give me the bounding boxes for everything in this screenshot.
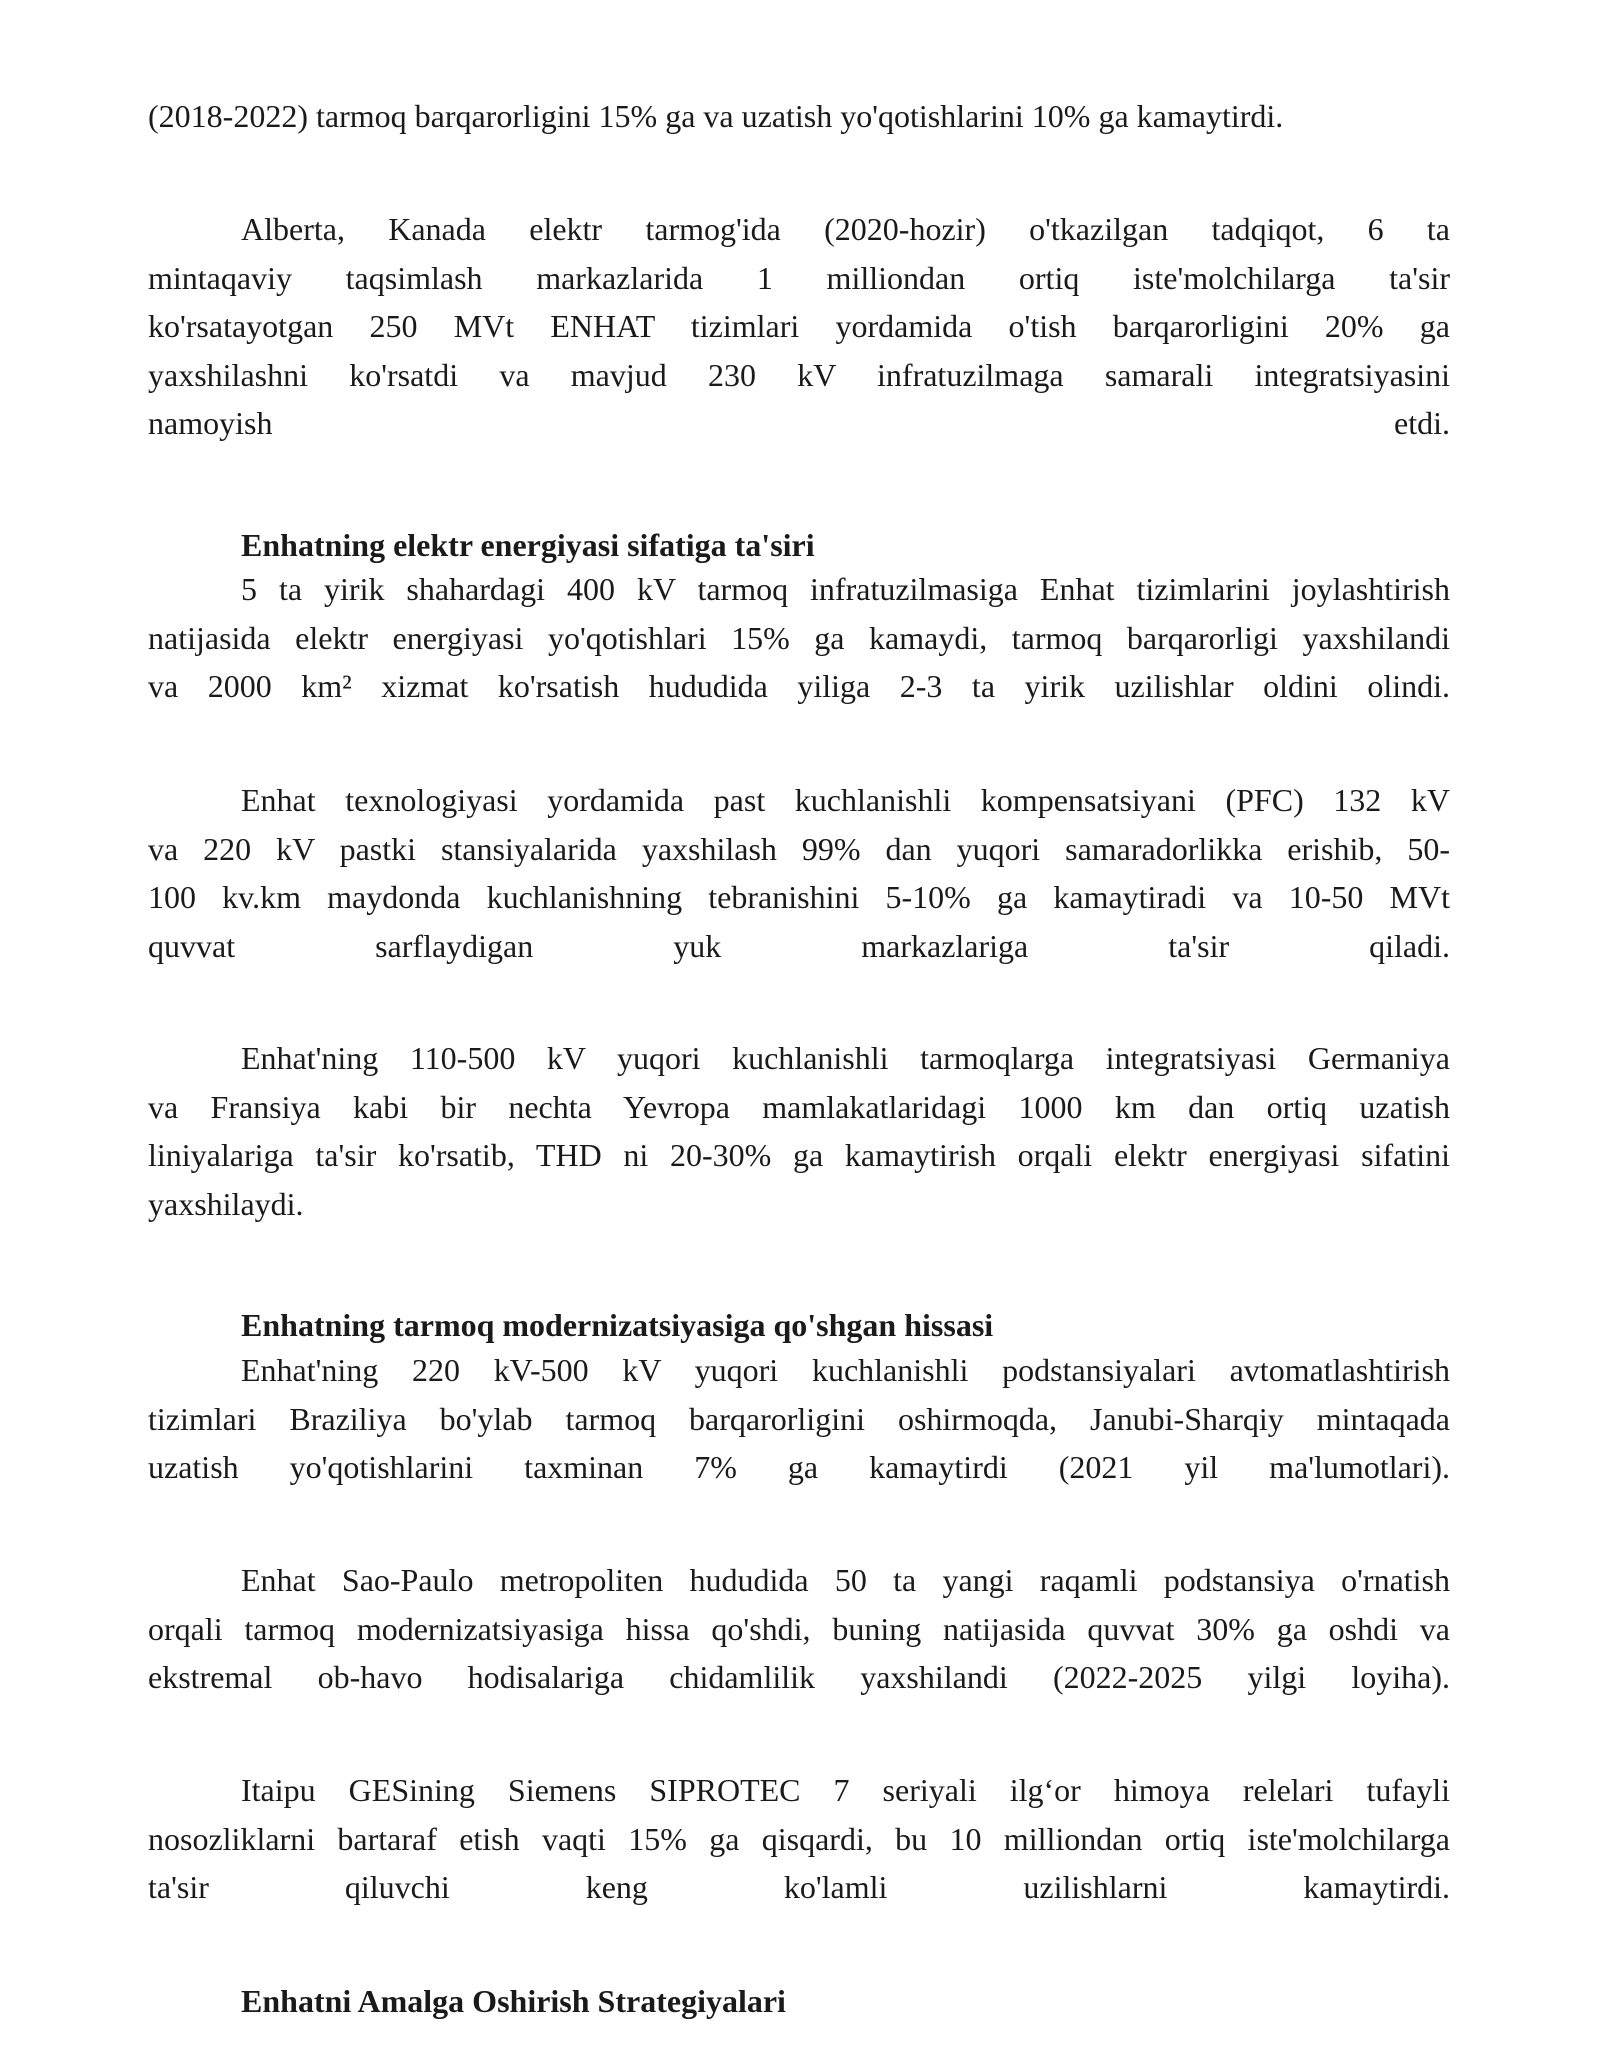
text-line: va 220 kV pastki stansiyalarida yaxshilash 99% dan yuqori samaradorlikka erishib, 50- [148,830,1450,867]
section-heading: Enhatning tarmoq modernizatsiyasiga qo'shgan hissasi [241,1307,994,1343]
paragraph-7 [148,1766,1450,1912]
paragraph-1 [148,205,1450,448]
section-heading: Enhatning elektr energiyasi sifatiga ta'siri [241,527,815,563]
text-line: 5 ta yirik shahardagi 400 kV tarmoq infratuzilmasiga Enhat tizimlarini joylashtirish [241,571,1450,607]
text-line: 100 kv.km maydonda kuchlanishning tebranishini 5-10% ga kamaytiradi va 10-50 MVt [148,879,1450,915]
text-line: Enhat texnologiyasi yordamida past kuchlanishli kompensatsiyani (PFC) 132 kV [241,782,1450,818]
text-line: ko'rsatayotgan 250 MVt ENHAT tizimlari yordamida o'tish barqarorligini 20% ga [148,308,1450,344]
text-line: orqali tarmoq modernizatsiyasiga hissa qo'shdi, buning natijasida quvvat 30% ga oshdi va [148,1610,1450,1647]
text-line: liniyalariga ta'sir ko'rsatib, THD ni 20-30% ga kamaytirish orqali elektr energiyasi sifatini [148,1137,1450,1173]
section-heading: Enhatni Amalga Oshirish Strategiyalari [241,1983,786,2019]
text-line: namoyish etdi. [148,405,1450,441]
text-line: yaxshilaydi. [148,1185,304,1222]
text-line: va Fransiya kabi bir nechta Yevropa mamlakatlaridagi 1000 km dan ortiq uzatish [148,1088,1450,1125]
text-line: mintaqaviy taqsimlash markazlarida 1 milliondan ortiq iste'molchilarga ta'sir [148,259,1450,296]
text-line: Enhat'ning 110-500 kV yuqori kuchlanishli tarmoqlarga integratsiyasi Germaniya [241,1040,1450,1076]
paragraph-2 [148,565,1450,711]
paragraph-3 [148,776,1450,970]
text-line: nosozliklarni bartaraf etish vaqti 15% ga qisqardi, bu 10 milliondan ortiq iste'molchilarga [148,1820,1450,1857]
paragraph-5 [148,1346,1450,1492]
paragraph-4 [148,1034,1450,1228]
text-line: yaxshilashni ko'rsatdi va mavjud 230 kV infratuzilmaga samarali integratsiyasini [148,356,1450,393]
text-line: tizimlari Braziliya bo'ylab tarmoq barqarorligini oshirmoqda, Janubi-Sharqiy mintaqada [148,1400,1450,1437]
paragraph-0 [148,92,1450,141]
text-line: Enhat Sao-Paulo metropoliten hududida 50 ta yangi raqamli podstansiya o'rnatish [241,1562,1450,1598]
text-line: (2018-2022) tarmoq barqarorligini 15% ga va uzatish yo'qotishlarini 10% ga kamaytirdi. [148,98,1284,134]
text-line: uzatish yo'qotishlarini taxminan 7% ga kamaytirdi (2021 yil ma'lumotlari). [148,1449,1450,1485]
text-line: va 2000 km² xizmat ko'rsatish hududida yiliga 2-3 ta yirik uzilishlar oldini olindi. [148,668,1450,704]
text-line: quvvat sarflaydigan yuk markazlariga ta'sir qiladi. [148,927,1450,964]
text-line: natijasida elektr energiyasi yo'qotishlari 15% ga kamaydi, tarmoq barqarorligi yaxshilandi [148,619,1450,656]
text-line: Alberta, Kanada elektr tarmog'ida (2020-hozir) o'tkazilgan tadqiqot, 6 ta [241,211,1450,247]
text-line: Itaipu GESining Siemens SIPROTEC 7 seriyali ilg‘or himoya relelari tufayli [241,1772,1450,1808]
text-line: Enhat'ning 220 kV-500 kV yuqori kuchlanishli podstansiyalari avtomatlashtirish [241,1352,1450,1388]
text-line: ekstremal ob-havo hodisalariga chidamlilik yaxshilandi (2022-2025 yilgi loyiha). [148,1659,1450,1695]
paragraph-6 [148,1556,1450,1702]
text-line: ta'sir qiluvchi keng ko'lamli uzilishlarni kamaytirdi. [148,1869,1450,1905]
